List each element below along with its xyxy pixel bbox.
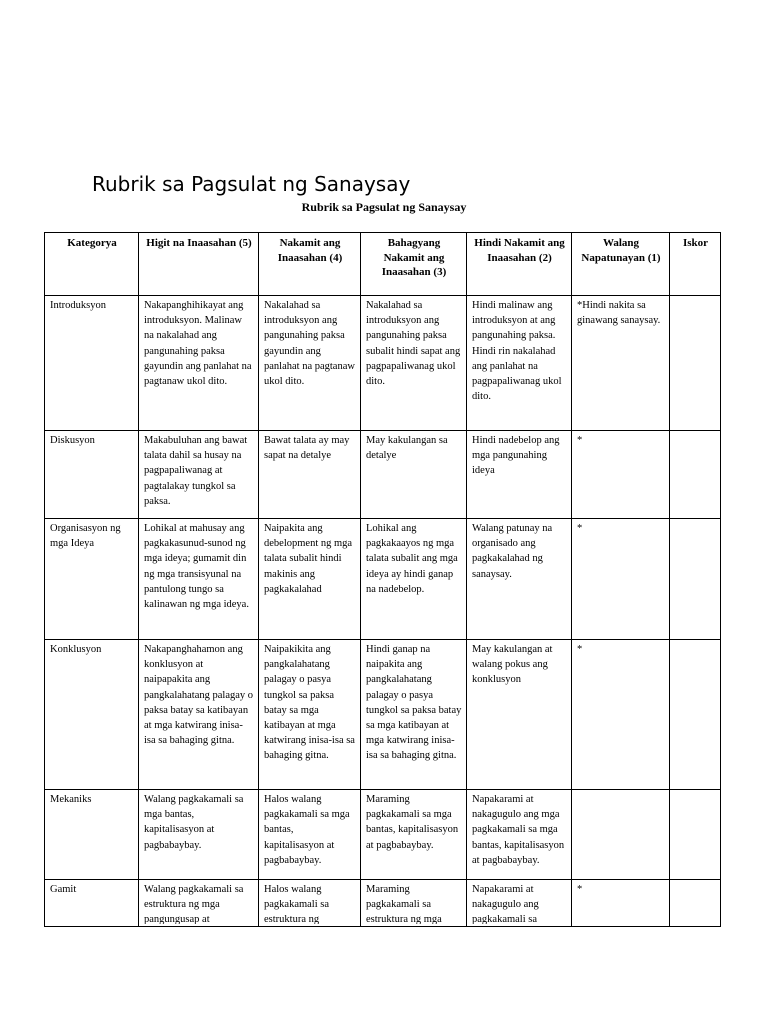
header-category: Kategorya — [45, 233, 139, 296]
cell-score — [670, 519, 721, 640]
row-category: Introduksyon — [45, 296, 139, 431]
cell-score — [670, 431, 721, 519]
row-category: Konklusyon — [45, 640, 139, 790]
cell-level-1 — [572, 880, 670, 927]
cell-level-1 — [572, 790, 670, 880]
row-category-text: Gamit — [50, 884, 77, 895]
row-category: Diskusyon — [45, 431, 139, 519]
header-row — [45, 233, 721, 296]
row-category: Mekaniks — [45, 790, 139, 880]
cell-level-2: Napakarami at nakagugulo ang mga pagkakamali sa mga bantas, kapitalisasyon at pagbabaybay. — [467, 790, 572, 880]
cell-level-4: Naipakita ang debelopment ng mga talata subalit hindi makinis ang pagkakalahad — [259, 519, 361, 640]
cell-level-3 — [361, 880, 467, 927]
cell-level-1: *Hindi nakita sa ginawang sanaysay. — [572, 296, 670, 431]
cell-level-5: Nakapanghihikayat ang introduksyon. Malinaw na nakalahad ang pangunahing paksa gayundin ang panlahat na pagtanaw ukol dito. — [139, 296, 259, 431]
cell-level-2: Hindi malinaw ang introduksyon at ang pangunahing paksa. Hindi rin nakalahad ang panlahat na pagpapaliwanag ukol dito. — [467, 296, 572, 431]
header-level-3: Bahagyang Nakamit ang Inaasahan (3) — [361, 233, 467, 296]
row-category — [45, 880, 139, 927]
table-row — [45, 880, 721, 927]
cell-score — [670, 640, 721, 790]
cell-level-1: * — [572, 519, 670, 640]
cell-level-5: Nakapanghahamon ang konklusyon at naipapakita ang pangkalahatang palagay o paksa batay sa katibayan at mga katwirang inisa-isa sa bahaging gitna. — [139, 640, 259, 790]
cell-level-3: May kakulangan sa detalye — [361, 431, 467, 519]
cell-level-3: Maraming pagkakamali sa mga bantas, kapitalisasyon at pagbabaybay. — [361, 790, 467, 880]
header-level-2: Hindi Nakamit ang Inaasahan (2) — [467, 233, 572, 296]
table-row — [45, 431, 721, 519]
cell-level-4 — [259, 880, 361, 927]
cell-level-4: Naipakikita ang pangkalahatang palagay o pasya tungkol sa paksa batay sa mga katibayan at mga katwirang inisa-isa sa bahaging gitna. — [259, 640, 361, 790]
header-score: Iskor — [670, 233, 721, 296]
cell-level-2-text: Napakarami at nakagugulo ang pagkakamali sa — [472, 884, 539, 924]
cell-level-2: Hindi nadebelop ang mga pangunahing ideya — [467, 431, 572, 519]
cell-score — [670, 880, 721, 927]
cell-level-2 — [467, 880, 572, 927]
cell-level-2: May kakulangan at walang pokus ang konklusyon — [467, 640, 572, 790]
document-title: Rubrik sa Pagsulat ng Sanaysay — [92, 172, 411, 196]
cell-level-5: Lohikal at mahusay ang pagkakasunud-sunod ng mga ideya; gumamit din ng mga transisyunal na pantulong tungo sa kalinawan ng mga ideya. — [139, 519, 259, 640]
cell-level-5-text: Walang pagkakamali sa estruktura ng mga pangungusap at — [144, 884, 244, 924]
cell-level-3-text: Maraming pagkakamali sa estruktura ng mga — [366, 884, 442, 924]
cell-level-3: Hindi ganap na naipakita ang pangkalahatang palagay o pasya tungkol sa paksa batay sa mga katibayan at mga katwirang inisa-isa sa bahaging gitna. — [361, 640, 467, 790]
cell-level-5: Walang pagkakamali sa mga bantas, kapitalisasyon at pagbabaybay. — [139, 790, 259, 880]
table-row — [45, 296, 721, 431]
cell-level-5: Makabuluhan ang bawat talata dahil sa husay na pagpapaliwanag at pagtalakay tungkol sa paksa. — [139, 431, 259, 519]
header-level-5: Higit na Inaasahan (5) — [139, 233, 259, 296]
cell-level-1: * — [572, 640, 670, 790]
cell-level-1: * — [572, 431, 670, 519]
cell-level-3: Lohikal ang pagkakaayos ng mga talata subalit ang mga ideya ay hindi ganap na nadebelop. — [361, 519, 467, 640]
cell-level-1-text: * — [577, 884, 583, 895]
header-level-4: Nakamit ang Inaasahan (4) — [259, 233, 361, 296]
table-caption — [0, 200, 768, 215]
cell-score — [670, 296, 721, 431]
cell-level-4-text: Halos walang pagkakamali sa estruktura ng — [264, 884, 330, 924]
cell-level-4: Bawat talata ay may sapat na detalye — [259, 431, 361, 519]
cell-level-2: Walang patunay na organisado ang pagkakalahad ng sanaysay. — [467, 519, 572, 640]
cell-level-5 — [139, 880, 259, 927]
cell-level-4: Nakalahad sa introduksyon ang pangunahing paksa gayundin ang panlahat na pagtanaw ukol dito. — [259, 296, 361, 431]
cell-level-3: Nakalahad sa introduksyon ang pangunahing paksa subalit hindi sapat ang pagpapaliwanag ukol dito. — [361, 296, 467, 431]
cell-score — [670, 790, 721, 880]
table-row — [45, 790, 721, 880]
table-row — [45, 519, 721, 640]
rubric-table — [44, 232, 721, 927]
table-row — [45, 640, 721, 790]
cell-level-4: Halos walang pagkakamali sa mga bantas, kapitalisasyon at pagbabaybay. — [259, 790, 361, 880]
header-level-1: Walang Napatunayan (1) — [572, 233, 670, 296]
table-caption-text: Rubrik sa Pagsulat ng Sanaysay — [301, 200, 467, 214]
row-category: Organisasyon ng mga Ideya — [45, 519, 139, 640]
